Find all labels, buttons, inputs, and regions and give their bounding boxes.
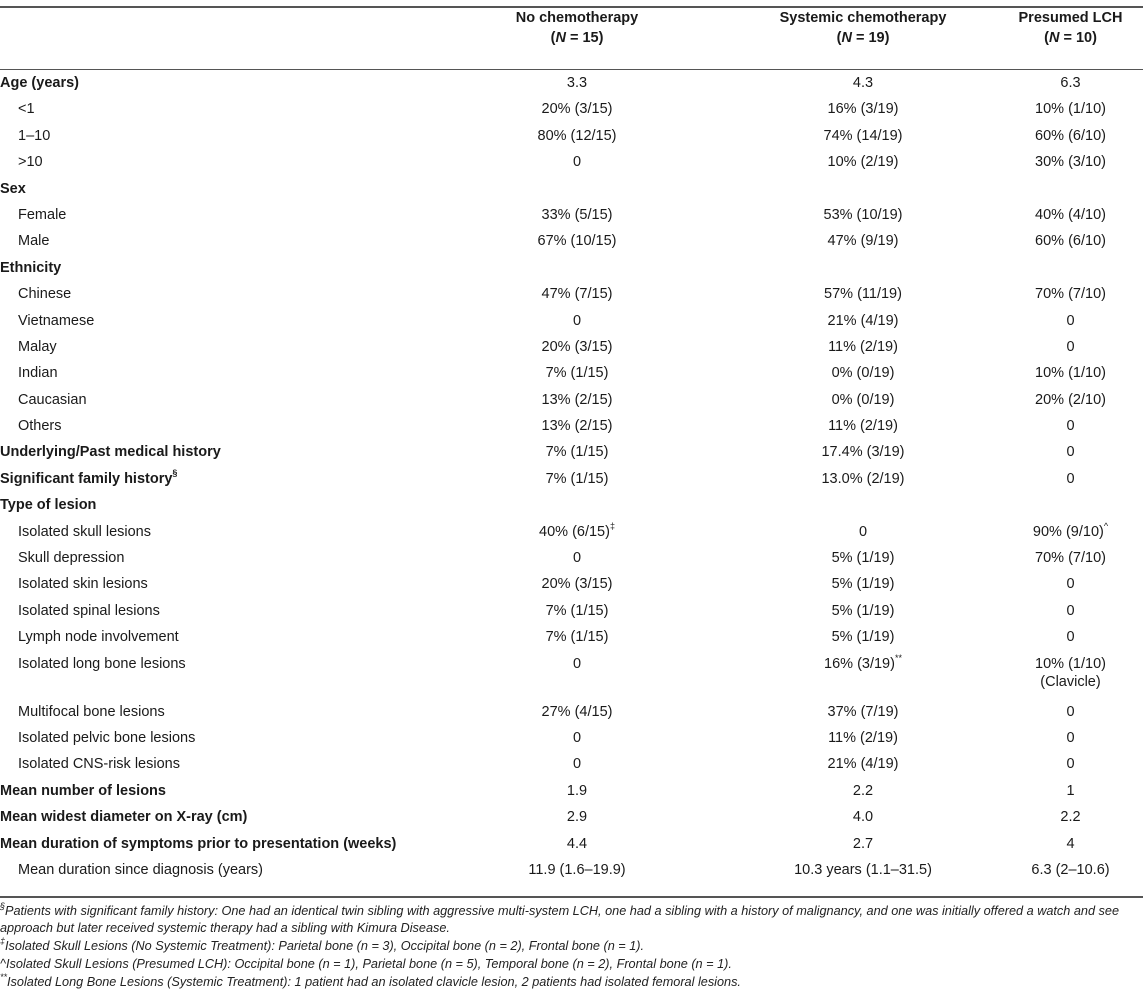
cell-c1: 20% (3/15) <box>541 576 613 593</box>
cell-c1: 0 <box>572 154 582 171</box>
cell-c1 <box>432 492 722 518</box>
row-label: Skull depression <box>18 550 125 567</box>
cell-c1: 27% (4/15) <box>541 703 613 720</box>
footnote-family-history: §Patients with significant family history: One had an identical twin sibling with aggressive multi-system LCH, one had a sibling with a history of malignancy, and one was initially offered a watch and see approach but later received systemic therapy had a sibling with Kimura Disease. <box>0 900 1120 935</box>
cell-c2: 4.3 <box>852 75 874 91</box>
table-row <box>0 725 1143 751</box>
cell-c1: 80% (12/15) <box>537 127 617 144</box>
cell-c2 <box>722 255 1004 281</box>
cell-c2: 0% (0/19) <box>831 365 895 382</box>
row-label: Isolated CNS-risk lesions <box>18 756 180 773</box>
cell-c2: 74% (14/19) <box>823 127 903 144</box>
cell-c1: 7% (1/15) <box>545 602 609 619</box>
cell-c2: 2.7 <box>852 835 874 852</box>
cell-c2: 16% (3/19) <box>827 101 899 118</box>
cell-c2: 0 <box>858 523 868 540</box>
cell-c2: 17.4% (3/19) <box>821 444 905 461</box>
cell-c3: 4 <box>1066 835 1075 852</box>
row-label: Isolated pelvic bone lesions <box>18 729 196 746</box>
table-row <box>0 202 1143 228</box>
table-row <box>0 387 1143 413</box>
cell-c1: 33% (5/15) <box>541 206 613 223</box>
row-label: Lymph node involvement <box>18 629 179 646</box>
cell-c1: 0 <box>572 312 582 329</box>
cell-c3: 0 <box>1066 756 1075 773</box>
cell-c1: 2.9 <box>566 809 588 826</box>
cell-c3: 30% (3/10) <box>1035 154 1106 171</box>
cell-c3: 2.2 <box>1060 809 1081 826</box>
row-label: Indian <box>18 365 58 382</box>
row-label: Female <box>18 206 67 223</box>
cell-c2: 10.3 years (1.1–31.5) <box>794 861 932 878</box>
table-row <box>0 778 1143 804</box>
cell-c1: 13% (2/15) <box>541 391 613 408</box>
cell-c2: 4.0 <box>852 809 874 826</box>
cell-c3: 60% (6/10) <box>1035 127 1106 144</box>
footnote-skull-no-systemic: ‡Isolated Skull Lesions (No Systemic Treatment): Parietal bone (n = 3), Occipital bone (n = 2), Frontal bone (n = 1). <box>0 935 645 953</box>
cell-c3: 0 <box>1066 729 1075 746</box>
table-row <box>0 360 1143 386</box>
cell-c3: 0 <box>1066 338 1075 355</box>
row-label: Male <box>18 233 50 250</box>
cell-c2: 5% (1/19) <box>831 576 895 593</box>
row-label: Mean duration of symptoms prior to presentation (weeks) <box>0 835 397 852</box>
table-row <box>0 228 1143 254</box>
cell-c2: 5% (1/19) <box>831 602 895 619</box>
cell-c3: 0 <box>1066 703 1075 720</box>
cell-c3: 10% (1/10) (Clavicle) <box>1035 655 1106 690</box>
table-row <box>0 519 1143 545</box>
table-row <box>0 624 1143 650</box>
column-header-systemic-chemo: Systemic chemotherapy (N = 19) <box>779 10 947 46</box>
table-row <box>0 123 1143 149</box>
table-row <box>0 308 1143 334</box>
cell-c3: 6.3 <box>1060 75 1081 91</box>
cell-c1: 4.4 <box>566 835 588 852</box>
table-row <box>0 70 1143 96</box>
row-label: Mean number of lesions <box>0 782 166 799</box>
column-header-no-chemo: No chemotherapy (N = 15) <box>515 10 639 46</box>
row-label: Isolated skull lesions <box>18 523 151 540</box>
row-label: Isolated skin lesions <box>18 576 148 593</box>
row-label: Sex <box>0 180 26 197</box>
cell-c1: 67% (10/15) <box>537 233 617 250</box>
table-row <box>0 699 1143 725</box>
cell-c1: 11.9 (1.6–19.9) <box>528 861 626 878</box>
row-label: Underlying/Past medical history <box>0 444 221 461</box>
table-header-row <box>0 8 1143 70</box>
cell-c2: 53% (10/19) <box>823 206 903 223</box>
row-label: Caucasian <box>18 391 87 408</box>
cell-c3: 10% (1/10) <box>1035 101 1106 118</box>
cell-c3: 60% (6/10) <box>1035 233 1106 250</box>
cell-c1: 7% (1/15) <box>545 629 609 646</box>
row-label: <1 <box>18 101 35 118</box>
footnote-skull-presumed: ^Isolated Skull Lesions (Presumed LCH): Occipital bone (n = 1), Parietal bone (n = 5), Temporal bone (n = 2), Frontal bone (n = 1). <box>0 957 732 971</box>
row-label: Malay <box>18 338 57 355</box>
cell-c1: 20% (3/15) <box>541 338 613 355</box>
table-row <box>0 413 1143 439</box>
cell-c1: 13% (2/15) <box>541 418 613 435</box>
row-label: Mean widest diameter on X-ray (cm) <box>0 809 248 826</box>
row-label: Significant family history§ <box>0 468 178 487</box>
cell-c1: 7% (1/15) <box>545 470 609 487</box>
table-row <box>0 492 1143 518</box>
cell-c1 <box>432 176 722 202</box>
cell-c1: 7% (1/15) <box>545 444 609 461</box>
table-row <box>0 598 1143 624</box>
table-row <box>0 96 1143 122</box>
cell-c3: 0 <box>1066 312 1075 329</box>
cell-c3: 20% (2/10) <box>1035 391 1106 408</box>
cell-c2: 21% (4/19) <box>827 312 899 329</box>
table-row <box>0 281 1143 307</box>
cell-c2 <box>722 492 1004 518</box>
row-label: Others <box>18 418 62 435</box>
row-label: Vietnamese <box>18 312 95 329</box>
cell-c2: 10% (2/19) <box>827 154 899 171</box>
row-label: Isolated long bone lesions <box>18 655 186 672</box>
cell-c2: 0% (0/19) <box>831 391 895 408</box>
column-header-presumed-lch: Presumed LCH (N = 10) <box>1018 10 1123 46</box>
cell-c1: 20% (3/15) <box>541 101 613 118</box>
cell-c3 <box>1004 176 1143 202</box>
cell-c1: 47% (7/15) <box>541 286 613 303</box>
table-row <box>0 651 1143 699</box>
demographics-table <box>0 8 1143 883</box>
cell-c2: 21% (4/19) <box>827 756 899 773</box>
cell-c2: 5% (1/19) <box>831 629 895 646</box>
cell-c1 <box>432 255 722 281</box>
row-label: Type of lesion <box>0 497 97 514</box>
cell-c3: 40% (4/10) <box>1035 206 1106 223</box>
cell-c3: 0 <box>1066 418 1075 435</box>
cell-c2: 57% (11/19) <box>824 286 902 303</box>
table-row <box>0 571 1143 597</box>
table-row <box>0 176 1143 202</box>
row-label: Ethnicity <box>0 259 62 276</box>
cell-c3: 0 <box>1066 629 1075 646</box>
table-row <box>0 545 1143 571</box>
cell-c1: 40% (6/15)‡ <box>539 520 615 540</box>
table-row <box>0 149 1143 175</box>
cell-c3: 1 <box>1066 782 1075 799</box>
table-row <box>0 831 1143 857</box>
cell-c2: 11% (2/19) <box>828 729 898 746</box>
cell-c2: 5% (1/19) <box>831 550 895 567</box>
row-label: Multifocal bone lesions <box>18 703 165 720</box>
cell-c1: 3.3 <box>566 75 588 91</box>
cell-c1: 7% (1/15) <box>545 365 609 382</box>
table-row <box>0 804 1143 830</box>
cell-c3: 0 <box>1066 576 1075 593</box>
cell-c1: 0 <box>572 729 582 746</box>
cell-c2: 11% (2/19) <box>828 418 898 435</box>
cell-c2: 11% (2/19) <box>828 338 898 355</box>
table-row <box>0 751 1143 777</box>
cell-c1: 1.9 <box>566 782 588 799</box>
cell-c2: 13.0% (2/19) <box>821 470 905 487</box>
cell-c3: 70% (7/10) <box>1035 286 1106 303</box>
cell-c3: 90% (9/10)^ <box>1032 520 1109 540</box>
table-row <box>0 466 1143 492</box>
footnotes <box>0 900 1143 992</box>
table-row <box>0 439 1143 465</box>
row-label: Chinese <box>18 286 72 303</box>
cell-c3: 10% (1/10) <box>1035 365 1106 382</box>
row-label: >10 <box>18 154 43 171</box>
row-label: Isolated spinal lesions <box>18 602 160 619</box>
cell-c2: 16% (3/19)** <box>824 652 902 672</box>
cell-c3 <box>1004 255 1143 281</box>
cell-c3: 0 <box>1066 602 1075 619</box>
cell-c1: 0 <box>572 550 582 567</box>
row-label: Age (years) <box>0 75 79 91</box>
cell-c2 <box>722 176 1004 202</box>
cell-c2: 37% (7/19) <box>827 703 899 720</box>
cell-c3: 0 <box>1066 444 1075 461</box>
cell-c1: 0 <box>572 655 582 672</box>
table-row <box>0 334 1143 360</box>
cell-c3: 6.3 (2–10.6) <box>1031 861 1110 878</box>
table-row <box>0 255 1143 281</box>
footnote-long-bone: **Isolated Long Bone Lesions (Systemic Treatment): 1 patient had an isolated clavicle lesion, 2 patients had isolated femoral lesions. <box>0 971 741 989</box>
column-header-empty <box>0 8 432 70</box>
bottom-rule <box>0 896 1143 898</box>
cell-c3: 70% (7/10) <box>1035 550 1106 567</box>
cell-c3: 0 <box>1066 470 1075 487</box>
cell-c2: 2.2 <box>852 782 874 799</box>
row-label: Mean duration since diagnosis (years) <box>18 861 264 878</box>
row-label: 1–10 <box>18 127 51 144</box>
cell-c1: 0 <box>572 756 582 773</box>
cell-c2: 47% (9/19) <box>827 233 899 250</box>
table-row <box>0 857 1143 883</box>
cell-c3 <box>1004 492 1143 518</box>
